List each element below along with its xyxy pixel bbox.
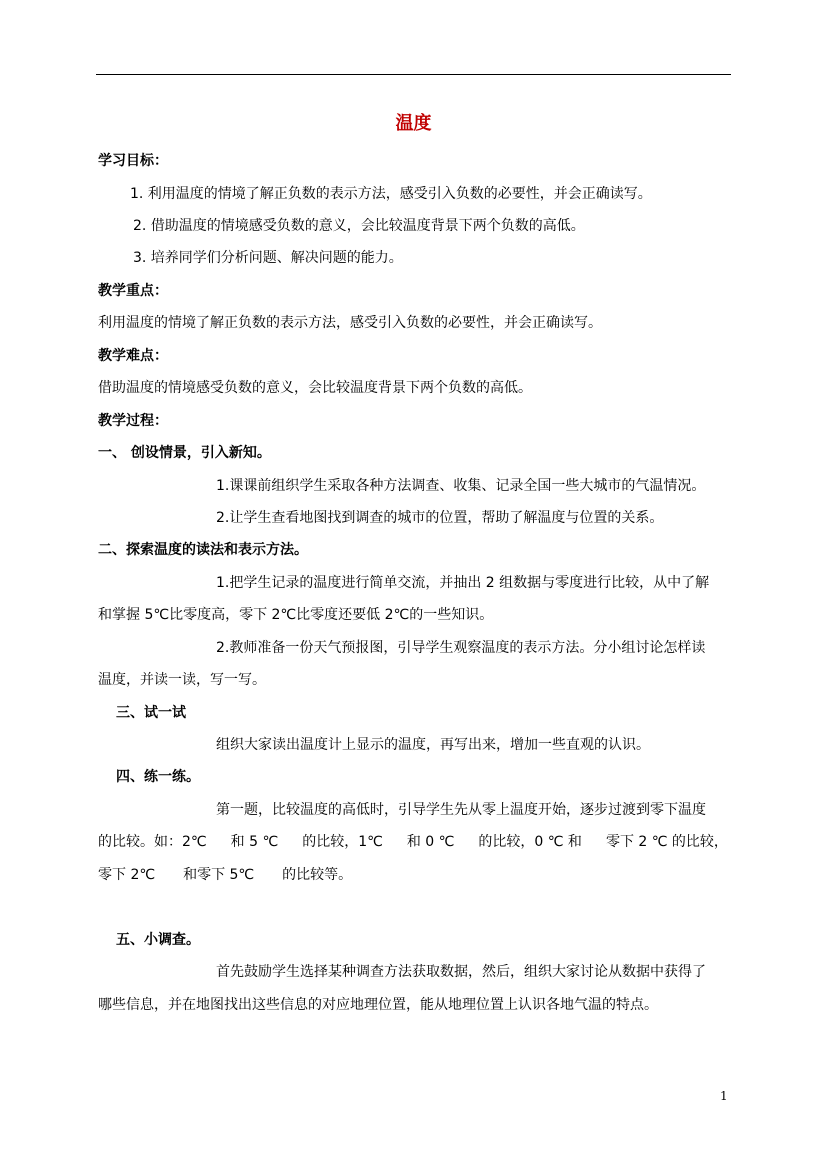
part-4-line-2-segment: 和 5 ℃ xyxy=(230,834,279,850)
part-4-line-2-segment: 零下 2 ℃ 的比较， xyxy=(605,834,728,850)
part-5-line-1: 首先鼓励学生选择某种调查方法获取数据，然后，组织大家讨论从数据中获得了 xyxy=(216,964,706,980)
part-1-heading: 一、 创设情景，引入新知。 xyxy=(98,445,271,461)
part-4-line-2-segment: 和 0 ℃ xyxy=(406,834,455,850)
difficulty-text: 借助温度的情境感受负数的意义，会比较温度背景下两个负数的高低。 xyxy=(98,380,532,396)
part-1-line-2: 2.让学生查看地图找到调查的城市的位置，帮助了解温度与位置的关系。 xyxy=(216,510,664,526)
goal-1: 1. 利用温度的情境了解正负数的表示方法，感受引入负数的必要性，并会正确读写。 xyxy=(130,186,652,202)
section-difficulty-heading: 教学难点： xyxy=(98,348,168,364)
part-3-heading: 三、试一试 xyxy=(116,705,186,721)
part-1-line-1: 1.课课前组织学生采取各种方法调查、收集、记录全国一些大城市的气温情况。 xyxy=(216,478,706,494)
section-process-heading: 教学过程： xyxy=(98,413,168,429)
goal-3: 3. 培养同学们分析问题、解决问题的能力。 xyxy=(133,250,403,266)
part-2-line-3: 2.教师准备一份天气预报图，引导学生观察温度的表示方法。分小组讨论怎样读 xyxy=(216,640,706,656)
part-4-line-2-segment: 的比较，1℃ xyxy=(302,834,383,850)
section-key-heading: 教学重点： xyxy=(98,283,168,299)
part-2-heading: 二、探索温度的读法和表示方法。 xyxy=(98,542,308,558)
part-4-line-3: 零下 2℃ 和零下 5℃ 的比较等。 xyxy=(98,867,353,883)
part-2-line-1: 1.把学生记录的温度进行简单交流，并抽出 2 组数据与零度进行比较，从中了解 xyxy=(216,575,710,591)
header-rule xyxy=(96,74,731,75)
goal-2: 2. 借助温度的情境感受负数的意义，会比较温度背景下两个负数的高低。 xyxy=(133,218,585,234)
page-number: 1 xyxy=(720,1089,728,1103)
part-5-line-2: 哪些信息，并在地图找出这些信息的对应地理位置，能从地理位置上认识各地气温的特点。 xyxy=(98,997,658,1013)
part-2-line-4: 温度，并读一读，写一写。 xyxy=(98,672,266,688)
section-goals-heading: 学习目标： xyxy=(98,153,168,169)
part-4-line-2-segment: 的比较。如：2℃ xyxy=(98,834,207,850)
part-4-line-2 xyxy=(98,832,728,852)
part-4-line-1: 第一题，比较温度的高低时，引导学生先从零上温度开始，逐步过渡到零下温度 xyxy=(216,802,706,818)
part-2-line-2: 和掌握 5℃比零度高，零下 2℃比零度还要低 2℃的一些知识。 xyxy=(98,607,494,623)
part-5-heading: 五、小调查。 xyxy=(116,932,200,948)
part-3-line-1: 组织大家读出温度计上显示的温度，再写出来，增加一些直观的认识。 xyxy=(216,737,650,753)
part-4-heading: 四、练一练。 xyxy=(116,769,200,785)
page-title: 温度 xyxy=(395,113,432,134)
key-text: 利用温度的情境了解正负数的表示方法，感受引入负数的必要性，并会正确读写。 xyxy=(98,315,602,331)
part-4-line-2-segment: 的比较，0 ℃ 和 xyxy=(478,834,582,850)
